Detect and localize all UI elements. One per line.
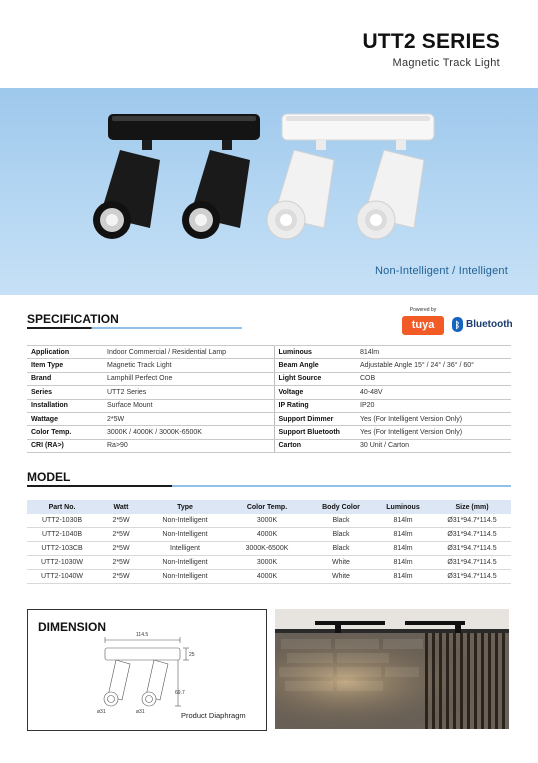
spec-key: Brand — [27, 372, 103, 385]
product-illustration — [0, 88, 538, 295]
spec-value: COB — [356, 372, 511, 385]
spec-key: Wattage — [27, 412, 103, 425]
page-subtitle: Magnetic Track Light — [392, 57, 500, 69]
table-cell: Ø31*94.7*114.5 — [433, 542, 511, 556]
hero-caption: Non-Intelligent / Intelligent — [375, 265, 508, 277]
spec-row — [27, 346, 511, 359]
spec-row — [27, 386, 511, 399]
spec-row — [27, 412, 511, 425]
table-cell: Ø31*94.7*114.5 — [433, 514, 511, 528]
table-cell: 2*5W — [97, 528, 145, 542]
table-row — [27, 528, 511, 542]
specification-table — [27, 345, 511, 453]
table-cell: Black — [309, 528, 373, 542]
table-cell: 3000K — [225, 556, 309, 570]
powered-by-label: Powered by — [409, 307, 437, 313]
model-table — [27, 500, 511, 584]
table-cell: White — [309, 570, 373, 584]
column-header: Color Temp. — [225, 500, 309, 514]
model-header-row — [27, 500, 511, 514]
spec-value: Lamphill Perfect One — [103, 372, 274, 385]
header — [0, 0, 538, 88]
dimension-heading: DIMENSION — [38, 620, 107, 634]
spec-value: Ra>90 — [103, 439, 274, 452]
spec-key: CRI (RA>) — [27, 439, 103, 452]
model-heading: MODEL — [27, 470, 71, 484]
spec-value: Magnetic Track Light — [103, 359, 274, 372]
table-cell: 814lm — [373, 556, 433, 570]
table-cell: 3000K — [225, 514, 309, 528]
dimension-width-label: 114.5 — [136, 632, 149, 638]
column-header: Body Color — [309, 500, 373, 514]
dimension-height-label: 25 — [189, 652, 195, 658]
table-cell: Intelligent — [145, 542, 225, 556]
spec-value: UTT2 Series — [103, 386, 274, 399]
white-track-light-image — [267, 114, 434, 239]
hero-banner — [0, 88, 538, 295]
spec-key: Light Source — [274, 372, 356, 385]
bluetooth-icon: ᛒ — [452, 317, 463, 332]
spec-row — [27, 399, 511, 412]
spec-value: 814lm — [356, 346, 511, 359]
tuya-logo: tuya — [402, 316, 444, 335]
model-rule — [27, 485, 511, 487]
column-header: Watt — [97, 500, 145, 514]
page-title: UTT2 SERIES — [362, 30, 500, 53]
spec-key: Voltage — [274, 386, 356, 399]
spec-key: Series — [27, 386, 103, 399]
table-row — [27, 556, 511, 570]
spec-key: Installation — [27, 399, 103, 412]
table-row — [27, 570, 511, 584]
table-cell: Non-Intelligent — [145, 514, 225, 528]
installation-photo — [275, 609, 509, 729]
table-cell: UTT2-103CB — [27, 542, 97, 556]
installation-photo-image — [275, 609, 509, 729]
spec-row — [27, 439, 511, 452]
column-header: Size (mm) — [433, 500, 511, 514]
table-cell: 2*5W — [97, 542, 145, 556]
table-cell: 2*5W — [97, 556, 145, 570]
table-cell: Ø31*94.7*114.5 — [433, 528, 511, 542]
spec-value: 3000K / 4000K / 3000K-6500K — [103, 426, 274, 439]
spec-row — [27, 372, 511, 385]
table-cell: Ø31*94.7*114.5 — [433, 570, 511, 584]
table-cell: 4000K — [225, 528, 309, 542]
spec-key: Support Dimmer — [274, 412, 356, 425]
specification-heading: SPECIFICATION — [27, 312, 119, 326]
table-cell: 814lm — [373, 514, 433, 528]
specification-rule — [27, 327, 242, 329]
table-cell: 2*5W — [97, 514, 145, 528]
column-header: Luminous — [373, 500, 433, 514]
spec-value: Surface Mount — [103, 399, 274, 412]
dimension-diameter-label: ø31 — [136, 709, 145, 715]
table-cell: Black — [309, 514, 373, 528]
table-cell: UTT2-1040W — [27, 570, 97, 584]
dimension-length-label: 69.7 — [175, 690, 185, 696]
column-header: Part No. — [27, 500, 97, 514]
spec-key: Color Temp. — [27, 426, 103, 439]
spec-key: Beam Angle — [274, 359, 356, 372]
spec-key: Item Type — [27, 359, 103, 372]
spec-value: IP20 — [356, 399, 511, 412]
table-cell: 814lm — [373, 542, 433, 556]
table-cell: 814lm — [373, 570, 433, 584]
table-cell: Black — [309, 542, 373, 556]
dimension-panel — [27, 609, 267, 731]
dimension-caption: Product Diaphragm — [181, 711, 246, 720]
bluetooth-label: Bluetooth — [466, 319, 513, 330]
spec-value: Yes (For Intelligent Version Only) — [356, 426, 511, 439]
table-cell: 2*5W — [97, 570, 145, 584]
table-cell: 814lm — [373, 528, 433, 542]
spec-value: Yes (For Intelligent Version Only) — [356, 412, 511, 425]
spec-value: 40-48V — [356, 386, 511, 399]
bluetooth-logo — [452, 317, 513, 332]
table-cell: 3000K-6500K — [225, 542, 309, 556]
spec-key: Support Bluetooth — [274, 426, 356, 439]
table-cell: UTT2-1040B — [27, 528, 97, 542]
table-cell: UTT2-1030B — [27, 514, 97, 528]
table-cell: Non-Intelligent — [145, 556, 225, 570]
spec-value: 2*5W — [103, 412, 274, 425]
spec-row — [27, 359, 511, 372]
spec-value: Indoor Commercial / Residential Lamp — [103, 346, 274, 359]
column-header: Type — [145, 500, 225, 514]
table-cell: White — [309, 556, 373, 570]
spec-row — [27, 426, 511, 439]
spec-key: IP Rating — [274, 399, 356, 412]
table-cell: Non-Intelligent — [145, 570, 225, 584]
table-row — [27, 542, 511, 556]
spec-value: Adjustable Angle 15° / 24° / 36° / 60° — [356, 359, 511, 372]
table-cell: 4000K — [225, 570, 309, 584]
spec-key: Carton — [274, 439, 356, 452]
table-cell: Non-Intelligent — [145, 528, 225, 542]
spec-key: Application — [27, 346, 103, 359]
black-track-light-image — [93, 114, 260, 239]
table-cell: Ø31*94.7*114.5 — [433, 556, 511, 570]
table-row — [27, 514, 511, 528]
table-cell: UTT2-1030W — [27, 556, 97, 570]
spec-value: 30 Unit / Carton — [356, 439, 511, 452]
dimension-diameter-label: ø31 — [97, 709, 106, 715]
spec-key: Luminous — [274, 346, 356, 359]
